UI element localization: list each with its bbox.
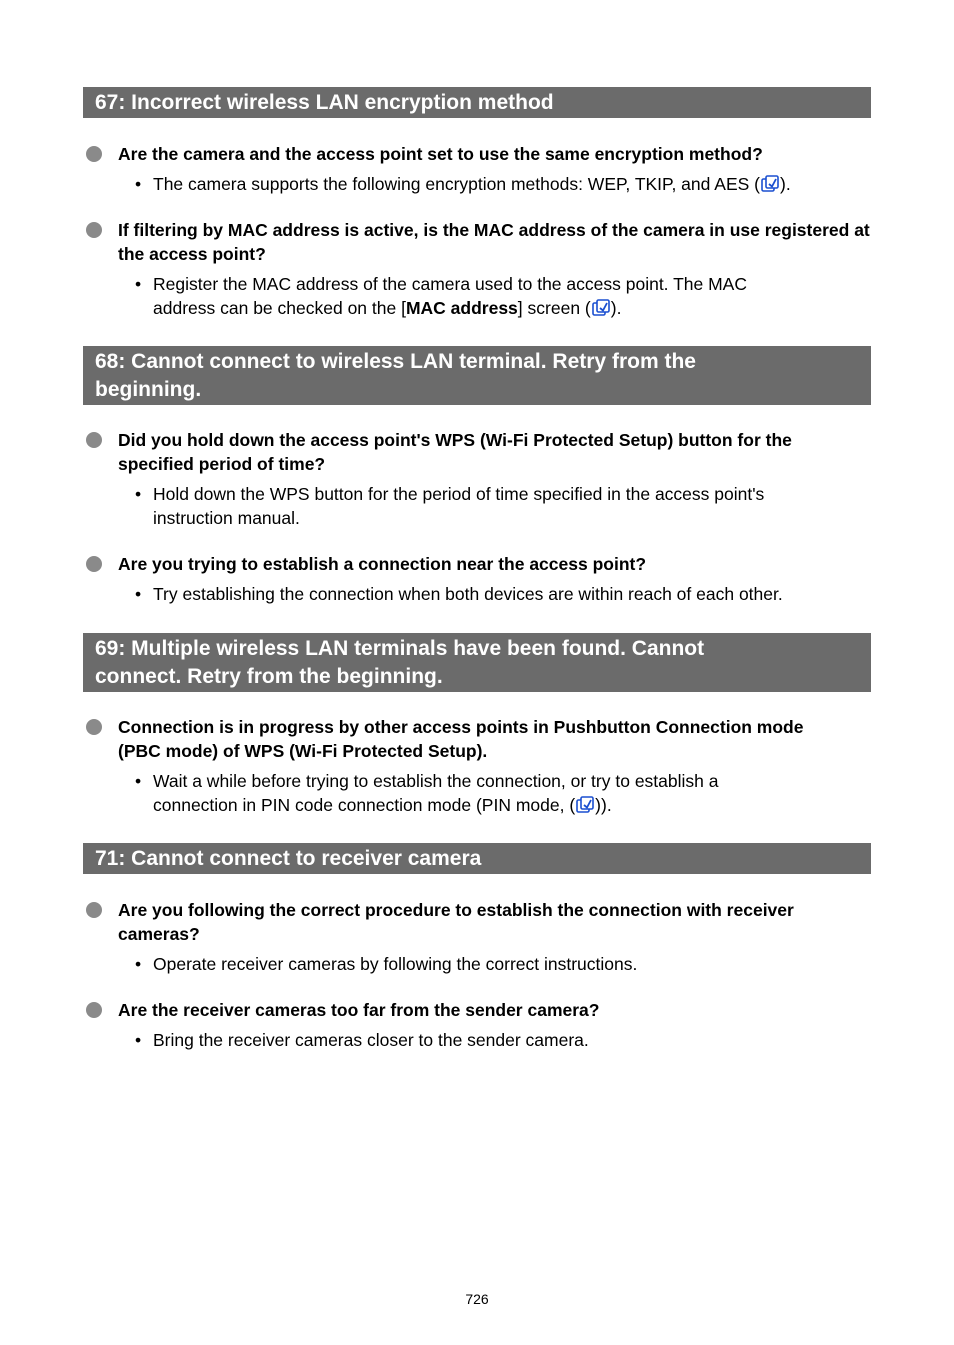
page-number: 726: [465, 1291, 489, 1307]
question-bullet-icon: [86, 902, 102, 918]
question-text: Are you following the correct procedure to establish the connection with receiver cameras?: [118, 900, 794, 944]
answer-bullet: •: [135, 484, 142, 504]
question-text: If filtering by MAC address is active, is the MAC address of the camera in use registered at the access point?: [118, 220, 870, 264]
section-header-69: 69: Multiple wireless LAN terminals have been found. Cannot connect. Retry from the beginning.: [83, 633, 871, 692]
section-header-68: 68: Cannot connect to wireless LAN terminal. Retry from the beginning.: [83, 346, 871, 405]
answer-bullet: •: [135, 174, 142, 194]
answer-text: Wait a while before trying to establish the connection, or try to establish a connection in PIN code connection mode (PIN mode, ( )).: [153, 771, 719, 815]
section-header-71: 71: Cannot connect to receiver camera: [83, 843, 871, 874]
question-bullet-icon: [86, 222, 102, 238]
answer-bullet: •: [135, 771, 142, 791]
question-bullet-icon: [86, 432, 102, 448]
page-link-icon[interactable]: [592, 299, 610, 317]
answer-text: Hold down the WPS button for the period of time specified in the access point's instruction manual.: [153, 484, 765, 528]
answer-text: Register the MAC address of the camera used to the access point. The MAC address can be checked on the [MAC address] screen ( ).: [153, 274, 747, 318]
question-bullet-icon: [86, 1002, 102, 1018]
section-header-67: 67: Incorrect wireless LAN encryption method: [83, 87, 871, 118]
page-link-icon[interactable]: [576, 796, 594, 814]
answer-text: Try establishing the connection when both devices are within reach of each other.: [153, 584, 783, 604]
answer-text: The camera supports the following encryption methods: WEP, TKIP, and AES ( ).: [153, 174, 791, 194]
question-text: Did you hold down the access point's WPS (Wi-Fi Protected Setup) button for the specified period of time?: [118, 430, 792, 474]
answer-text: Bring the receiver cameras closer to the sender camera.: [153, 1030, 589, 1050]
page-link-icon[interactable]: [761, 175, 779, 193]
answer-text: Operate receiver cameras by following the correct instructions.: [153, 954, 638, 974]
question-text: Connection is in progress by other access points in Pushbutton Connection mode (PBC mode) of WPS (Wi-Fi Protected Setup).: [118, 717, 804, 761]
question-bullet-icon: [86, 146, 102, 162]
question-text: Are the camera and the access point set to use the same encryption method?: [118, 144, 763, 164]
question-bullet-icon: [86, 556, 102, 572]
question-bullet-icon: [86, 719, 102, 735]
question-text: Are the receiver cameras too far from the sender camera?: [118, 1000, 600, 1020]
answer-bullet: •: [135, 954, 142, 974]
question-text: Are you trying to establish a connection near the access point?: [118, 554, 647, 574]
answer-bullet: •: [135, 1030, 142, 1050]
answer-bullet: •: [135, 274, 142, 294]
answer-bullet: •: [135, 584, 142, 604]
